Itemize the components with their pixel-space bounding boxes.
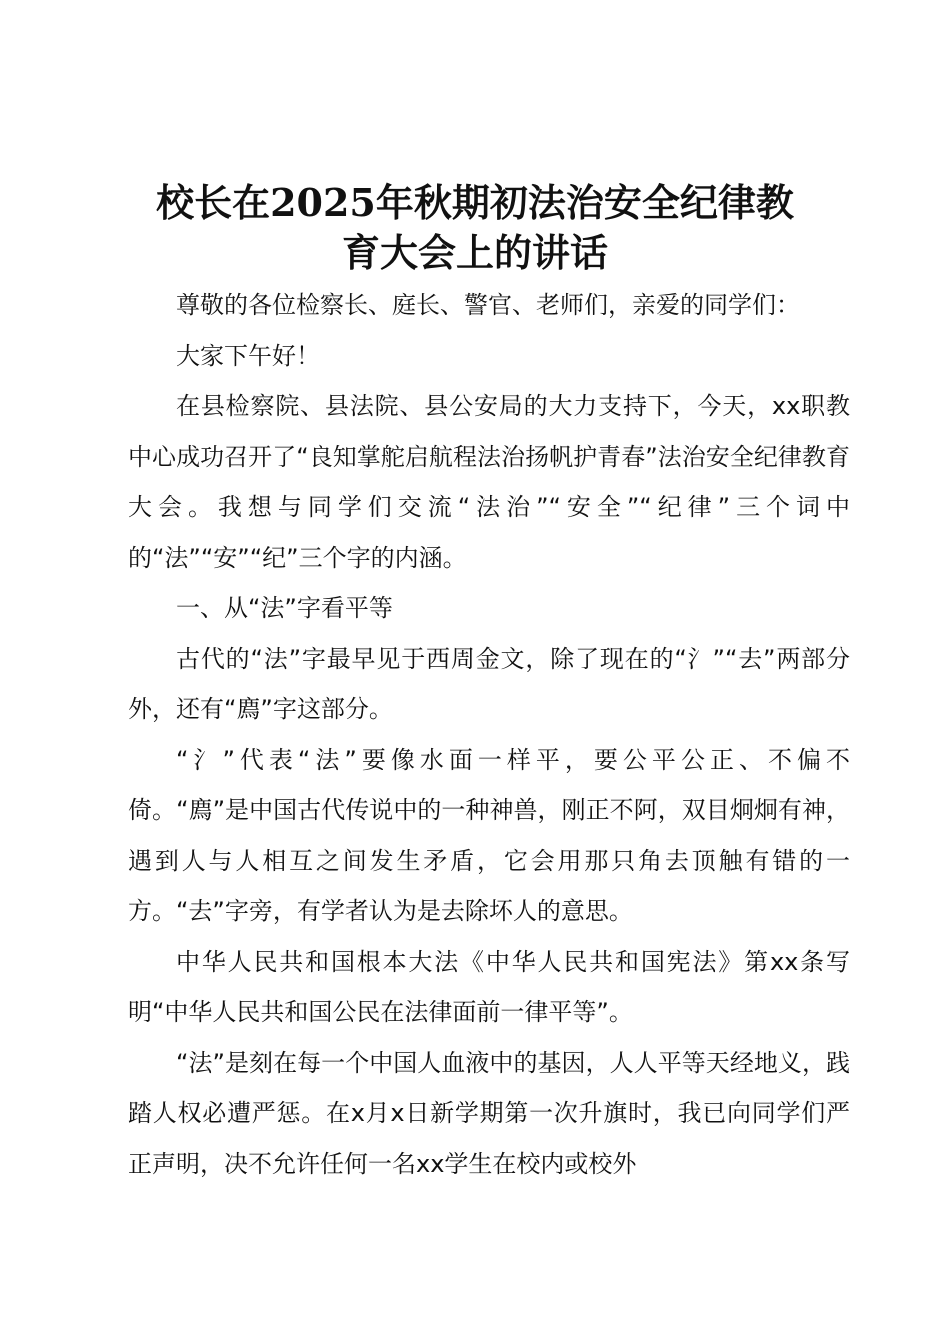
title-line-2: 育大会上的讲话 — [341, 230, 608, 275]
greeting: 大家下午好！ — [176, 341, 320, 370]
body-paragraph: 在县检察院、县法院、县公安局的大力支持下，今天，xx职教中心成功召开了“良知掌舵启航程法治扬帆护青春”法治安全纪律教育大会。我想与同学们交流“法治”“安全”“纪律”三个词中的“法”“安”“纪”三个字的内涵。 — [128, 392, 850, 572]
body-paragraph: 中华人民共和国根本大法《中华人民共和国宪法》第xx条写明“中华人民共和国公民在法律面前一律平等”。 — [128, 947, 850, 1026]
body-paragraph: “氵”代表“法”要像水面一样平，要公平公正、不偏不倚。“廌”是中国古代传说中的一种神兽，刚正不阿，双目炯炯有神，遇到人与人相互之间发生矛盾，它会用那只角去顶触有错的一方。“去”字旁，有学者认为是去除坏人的意思。 — [128, 745, 850, 925]
document-body — [128, 280, 850, 1189]
section-heading: 一、从“法”字看平等 — [176, 594, 393, 622]
document-title — [100, 178, 850, 278]
body-paragraph: “法”是刻在每一个中国人血液中的基因，人人平等天经地义，践踏人权必遭严惩。在x月x日新学期第一次升旗时，我已向同学们严正声明，决不允许任何一名xx学生在校内或校外 — [128, 1048, 850, 1178]
salutation: 尊敬的各位检察长、庭长、警官、老师们，亲爱的同学们： — [176, 291, 800, 319]
body-paragraph: 古代的“法”字最早见于西周金文，除了现在的“氵”“去”两部分外，还有“廌”字这部分。 — [128, 644, 850, 723]
title-line-1: 校长在2025年秋期初法治安全纪律教 — [156, 180, 794, 225]
